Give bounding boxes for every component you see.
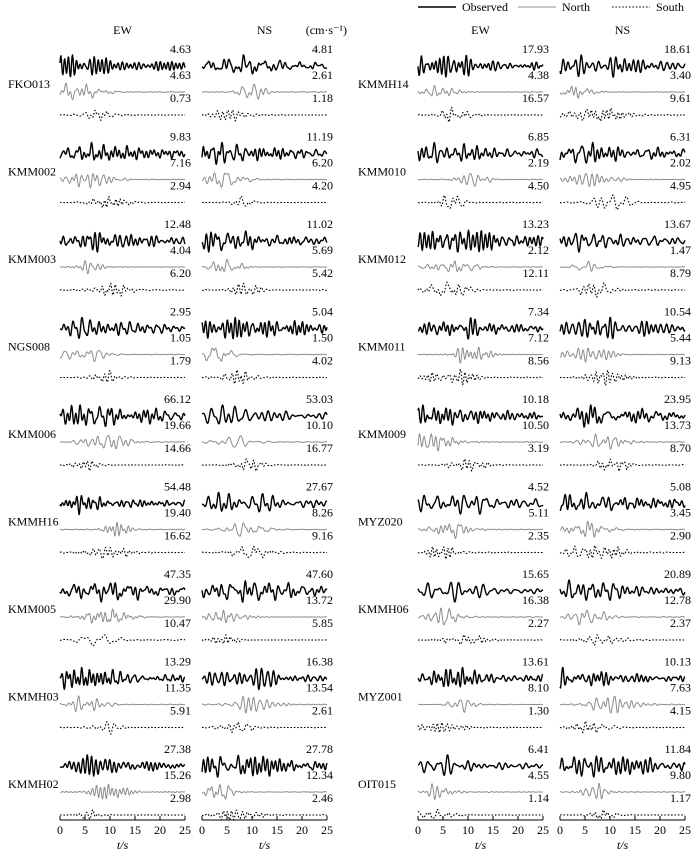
peak-value-label: 6.85	[528, 129, 549, 144]
trace-south-ns	[560, 459, 685, 471]
peak-value-label: 2.19	[528, 155, 549, 170]
station-label: KMM005	[8, 602, 57, 616]
peak-value-label: 1.17	[670, 791, 691, 805]
peak-value-label: 4.38	[528, 68, 549, 82]
trace-north-ns	[202, 610, 327, 622]
peak-value-label: 10.18	[522, 392, 549, 406]
peak-value-label: 10.13	[664, 654, 691, 669]
trace-south-ns	[202, 722, 327, 732]
x-axis-label: t/s	[616, 838, 629, 852]
trace-north-ew	[418, 347, 543, 363]
trace-north-ew	[418, 173, 543, 186]
peak-value-label: 7.34	[528, 304, 549, 319]
tick-label: 5	[82, 823, 88, 837]
column-header-ns: NS	[614, 23, 631, 37]
peak-value-label: 29.90	[164, 593, 191, 607]
peak-value-label: 2.27	[528, 616, 549, 630]
peak-value-label: 4.52	[528, 479, 549, 494]
x-axis-label: t/s	[116, 838, 129, 852]
trace-north-ns	[560, 86, 685, 98]
peak-value-label: 1.18	[312, 91, 333, 105]
trace-south-ew	[60, 722, 185, 734]
station-label: KMM009	[358, 427, 407, 441]
peak-value-label: 10.47	[164, 616, 191, 630]
column-header-ew: EW	[113, 23, 132, 37]
trace-north-ns	[560, 696, 685, 713]
peak-value-label: 4.63	[170, 42, 191, 56]
station-fko013	[8, 42, 333, 121]
trace-observed-ew	[418, 495, 543, 514]
station-ngs008	[8, 305, 333, 384]
trace-observed-ew	[418, 668, 543, 687]
trace-north-ns	[202, 697, 327, 714]
peak-value-label: 8.26	[312, 505, 333, 520]
station-label: KMMH02	[8, 777, 59, 791]
peak-value-label: 2.02	[670, 155, 691, 170]
trace-observed-ew	[418, 230, 543, 252]
trace-south-ew	[60, 547, 185, 558]
peak-value-label: 11.19	[306, 129, 333, 144]
peak-value-label: 1.14	[528, 791, 549, 805]
station-label: NGS008	[8, 339, 51, 354]
trace-south-ns	[202, 635, 327, 644]
tick-label: 0	[199, 823, 205, 837]
trace-observed-ns	[202, 55, 327, 74]
peak-value-label: 27.78	[306, 742, 333, 756]
tick-label: 25	[537, 823, 549, 837]
trace-south-ns	[560, 635, 685, 645]
time-axis-4	[557, 816, 691, 852]
station-kmmh14	[358, 42, 691, 122]
tick-label: 15	[487, 823, 499, 837]
tick-label: 20	[154, 823, 166, 837]
station-kmm009	[358, 392, 691, 471]
peak-value-label: 2.98	[170, 791, 191, 805]
station-myz001	[358, 655, 691, 733]
trace-north-ns	[560, 521, 685, 537]
time-axes	[57, 816, 691, 852]
peak-value-label: 8.56	[528, 353, 549, 368]
peak-value-label: 1.47	[670, 243, 691, 257]
station-label: FKO013	[8, 77, 51, 91]
station-kmmh03	[8, 655, 333, 735]
trace-south-ns	[202, 546, 327, 557]
peak-value-label: 10.54	[664, 304, 691, 319]
peak-value-label: 4.81	[312, 42, 333, 56]
legend-label-north: North	[562, 0, 590, 14]
station-label: KMM012	[358, 252, 407, 266]
x-axis-label: t/s	[474, 838, 487, 852]
tick-label: 15	[129, 823, 141, 837]
peak-value-label: 13.61	[522, 654, 549, 669]
peak-value-label: 4.55	[528, 768, 549, 782]
peak-value-label: 53.03	[306, 392, 333, 406]
peak-value-label: 5.08	[670, 479, 691, 494]
trace-south-ns	[560, 370, 685, 385]
peak-value-label: 4.63	[170, 68, 191, 82]
trace-observed-ns	[202, 143, 327, 165]
trace-observed-ns	[202, 318, 327, 339]
peak-value-label: 15.26	[164, 768, 191, 782]
trace-north-ns	[560, 348, 685, 362]
station-label: MYZ020	[358, 514, 403, 529]
legend	[418, 0, 684, 14]
trace-observed-ew	[418, 755, 543, 775]
peak-value-label: 6.20	[170, 266, 191, 280]
trace-north-ns	[202, 259, 327, 271]
tick-label: 5	[224, 823, 230, 837]
tick-label: 10	[604, 823, 616, 837]
trace-north-ew	[60, 83, 185, 100]
legend-label-south: South	[656, 0, 685, 14]
trace-observed-ns	[560, 493, 685, 511]
tick-label: 5	[582, 823, 588, 837]
trace-north-ew	[60, 174, 185, 188]
trace-south-ew	[418, 195, 543, 208]
trace-north-ew	[418, 784, 543, 800]
unit-label: (cm·s⁻¹)	[305, 23, 347, 37]
trace-observed-ns	[202, 231, 327, 252]
peak-value-label: 18.61	[664, 42, 691, 56]
station-oit015	[358, 742, 691, 819]
peak-value-label: 8.79	[670, 266, 691, 280]
trace-north-ew	[60, 784, 185, 799]
peak-value-label: 1.05	[170, 330, 191, 345]
trace-north-ew	[418, 608, 543, 625]
peak-value-label: 4.50	[528, 178, 549, 193]
station-kmm005	[8, 567, 333, 646]
peak-value-label: 3.19	[528, 441, 549, 455]
tick-label: 20	[654, 823, 666, 837]
station-label: MYZ001	[358, 689, 403, 704]
peak-value-label: 9.16	[312, 528, 333, 543]
peak-value-label: 5.04	[312, 304, 333, 319]
trace-south-ew	[418, 370, 543, 385]
peak-value-label: 11.02	[306, 217, 333, 231]
peak-value-label: 3.45	[670, 505, 691, 520]
trace-south-ew	[418, 459, 543, 471]
peak-value-label: 12.34	[306, 768, 333, 782]
trace-observed-ns	[202, 493, 327, 512]
tick-label: 25	[679, 823, 691, 837]
peak-value-label: 4.02	[312, 353, 333, 368]
peak-value-label: 7.16	[170, 155, 191, 170]
peak-value-label: 9.13	[670, 353, 691, 368]
peak-value-label: 12.78	[664, 593, 691, 607]
peak-value-label: 13.29	[164, 654, 191, 669]
peak-value-label: 4.95	[670, 178, 691, 193]
peak-value-label: 13.67	[664, 217, 691, 231]
station-label: KMM003	[8, 252, 57, 266]
tick-label: 10	[246, 823, 258, 837]
trace-south-ns	[560, 283, 685, 297]
trace-south-ew	[60, 461, 185, 471]
trace-south-ns	[560, 721, 685, 733]
trace-south-ns	[560, 195, 685, 210]
peak-value-label: 16.62	[164, 528, 191, 543]
trace-south-ns	[202, 196, 327, 206]
trace-north-ew	[60, 696, 185, 712]
peak-value-label: 9.80	[670, 768, 691, 782]
peak-value-label: 27.38	[164, 742, 191, 756]
peak-value-label: 19.66	[164, 418, 191, 432]
station-label: KMMH06	[358, 602, 409, 616]
tick-label: 25	[179, 823, 191, 837]
trace-north-ns	[202, 348, 327, 361]
peak-value-label: 15.65	[522, 567, 549, 581]
trace-south-ew	[418, 547, 543, 560]
trace-south-ns	[560, 810, 685, 819]
peak-value-label: 23.95	[664, 392, 691, 406]
trace-observed-ns	[560, 55, 685, 77]
time-axis-3	[415, 816, 549, 852]
station-kmm002	[8, 130, 333, 208]
trace-south-ew	[60, 110, 185, 120]
trace-south-ns	[202, 370, 327, 384]
trace-observed-ew	[418, 56, 543, 78]
peak-value-label: 17.93	[522, 42, 549, 56]
tick-label: 10	[462, 823, 474, 837]
trace-north-ns	[560, 610, 685, 625]
peak-value-label: 2.37	[670, 616, 691, 630]
station-kmm011	[358, 305, 691, 386]
trace-observed-ns	[560, 233, 685, 252]
trace-south-ns	[202, 459, 327, 471]
peak-value-label: 20.89	[664, 567, 691, 581]
peak-value-label: 2.12	[528, 243, 549, 257]
trace-north-ns	[560, 434, 685, 449]
peak-value-label: 2.95	[170, 304, 191, 319]
trace-south-ew	[418, 282, 543, 295]
peak-value-label: 2.61	[312, 68, 333, 82]
trace-south-ew	[418, 723, 543, 733]
trace-north-ew	[418, 434, 543, 451]
station-kmm003	[8, 217, 333, 296]
trace-observed-ew	[60, 55, 185, 77]
peak-value-label: 47.60	[306, 567, 333, 581]
trace-observed-ew	[60, 143, 185, 161]
trace-south-ns	[202, 810, 327, 820]
tick-label: 15	[629, 823, 641, 837]
trace-north-ns	[560, 174, 685, 187]
legend-label-observed: Observed	[462, 0, 508, 14]
peak-value-label: 16.57	[522, 91, 549, 105]
column-header-ew: EW	[471, 23, 490, 37]
peak-value-label: 0.73	[170, 91, 191, 105]
tick-label: 15	[271, 823, 283, 837]
peak-value-label: 19.40	[164, 505, 191, 520]
peak-value-label: 3.40	[670, 68, 691, 82]
trace-south-ns	[560, 546, 685, 559]
trace-south-ns	[560, 108, 685, 121]
trace-north-ns	[202, 523, 327, 536]
peak-value-label: 2.61	[312, 703, 333, 718]
station-kmm006	[8, 392, 333, 471]
station-label: KMMH03	[8, 689, 59, 704]
station-label: KMMH14	[358, 77, 409, 91]
peak-value-label: 12.48	[164, 217, 191, 231]
peak-value-label: 5.42	[312, 266, 333, 280]
peak-value-label: 5.44	[670, 330, 691, 345]
peak-value-label: 13.73	[664, 418, 691, 432]
trace-south-ns	[202, 110, 327, 121]
tick-label: 0	[557, 823, 563, 837]
peak-value-label: 6.31	[670, 129, 691, 144]
peak-value-label: 54.48	[164, 479, 191, 494]
column-header-ns: NS	[256, 23, 273, 37]
column-headers	[113, 23, 630, 37]
trace-south-ew	[60, 810, 185, 819]
trace-south-ew	[60, 635, 185, 646]
station-kmm012	[358, 217, 691, 297]
peak-value-label: 5.11	[528, 505, 549, 520]
station-kmmh02	[8, 742, 333, 820]
station-label: KMM006	[8, 427, 57, 441]
trace-south-ew	[60, 283, 185, 296]
peak-value-label: 5.69	[312, 243, 333, 257]
peak-value-label: 66.12	[164, 392, 191, 406]
station-myz020	[358, 480, 691, 560]
trace-north-ns	[560, 783, 685, 798]
peak-value-label: 47.35	[164, 567, 191, 581]
peak-value-label: 7.63	[670, 680, 691, 695]
peak-value-label: 1.30	[528, 703, 549, 718]
trace-observed-ew	[60, 233, 185, 252]
trace-observed-ns	[560, 143, 685, 164]
trace-observed-ns	[560, 668, 685, 688]
peak-value-label: 12.11	[522, 266, 549, 280]
peak-value-label: 11.84	[664, 742, 691, 756]
trace-north-ew	[418, 700, 543, 712]
tick-label: 25	[321, 823, 333, 837]
station-label: OIT015	[358, 777, 396, 791]
trace-south-ew	[60, 197, 185, 208]
tick-label: 10	[104, 823, 116, 837]
trace-north-ew	[418, 524, 543, 538]
tick-label: 0	[57, 823, 63, 837]
trace-south-ns	[202, 283, 327, 294]
peak-value-label: 6.20	[312, 155, 333, 170]
trace-observed-ns	[560, 318, 685, 339]
peak-value-label: 13.23	[522, 217, 549, 231]
peak-value-label: 8.10	[528, 680, 549, 695]
station-kmmh16	[8, 480, 333, 559]
peak-value-label: 4.15	[670, 703, 691, 718]
peak-value-label: 16.38	[522, 593, 549, 607]
peak-value-label: 6.41	[528, 742, 549, 756]
peak-value-label: 14.66	[164, 441, 191, 455]
station-kmmh06	[358, 567, 691, 645]
peak-value-label: 5.91	[170, 703, 191, 718]
peak-value-label: 2.46	[312, 791, 333, 805]
trace-north-ns	[202, 173, 327, 187]
trace-north-ew	[60, 351, 185, 362]
tick-label: 5	[440, 823, 446, 837]
station-kmm010	[358, 130, 691, 210]
peak-value-label: 16.77	[306, 441, 333, 455]
peak-value-label: 7.12	[528, 330, 549, 345]
peak-value-label: 8.70	[670, 441, 691, 455]
peak-value-label: 9.61	[670, 91, 691, 105]
peak-value-label: 16.38	[306, 654, 333, 669]
peak-value-label: 1.50	[312, 330, 333, 345]
peak-value-label: 10.10	[306, 418, 333, 432]
peak-value-label: 9.83	[170, 129, 191, 144]
peak-value-label: 11.35	[164, 680, 191, 695]
trace-observed-ew	[60, 318, 185, 339]
trace-north-ns	[202, 785, 327, 799]
peak-value-label: 13.54	[306, 680, 333, 695]
peak-value-label: 2.90	[670, 528, 691, 543]
trace-north-ns	[560, 261, 685, 271]
peak-value-label: 2.35	[528, 528, 549, 543]
tick-label: 20	[512, 823, 524, 837]
peak-value-label: 10.50	[522, 418, 549, 432]
x-axis-label: t/s	[258, 838, 271, 852]
station-label: KMMH16	[8, 514, 59, 529]
trace-south-ew	[418, 810, 543, 819]
station-label: KMM011	[358, 339, 406, 354]
peak-value-label: 13.72	[306, 593, 333, 607]
peak-value-label: 5.85	[312, 616, 333, 630]
trace-observed-ew	[418, 143, 543, 163]
trace-north-ew	[60, 261, 185, 274]
peak-value-label: 4.20	[312, 178, 333, 193]
trace-observed-ns	[560, 756, 685, 777]
station-label: KMM010	[358, 164, 407, 179]
trace-south-ew	[418, 107, 543, 122]
trace-south-ew	[60, 371, 185, 383]
station-label: KMM002	[8, 164, 57, 179]
time-axis-2	[199, 816, 333, 852]
time-axis-1	[57, 816, 191, 852]
peak-value-label: 1.79	[170, 353, 191, 368]
peak-value-label: 2.94	[170, 178, 191, 193]
trace-south-ew	[418, 635, 543, 645]
peak-value-label: 27.67	[306, 479, 333, 494]
tick-label: 20	[296, 823, 308, 837]
trace-north-ns	[202, 84, 327, 99]
waveform-panels	[8, 42, 691, 820]
trace-observed-ew	[418, 318, 543, 339]
tick-label: 0	[415, 823, 421, 837]
peak-value-label: 4.04	[170, 243, 191, 257]
